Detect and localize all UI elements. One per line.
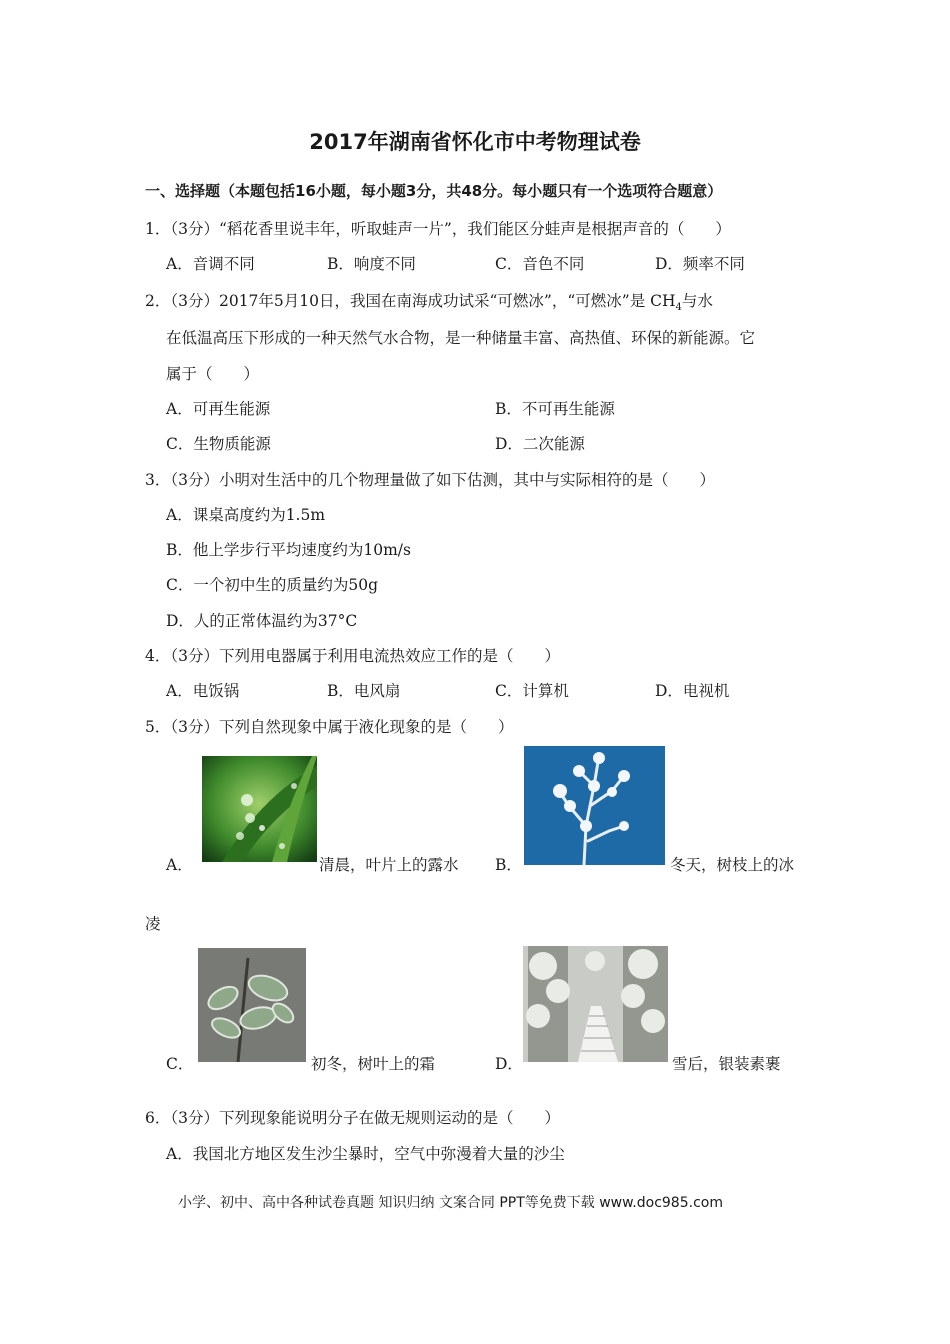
q5-option-d-caption: 雪后，银装素裹	[672, 1055, 781, 1073]
q2-stem-post: 与水	[681, 292, 713, 310]
q6-option-a: A．我国北方地区发生沙尘暴时，空气中弥漫着大量的沙尘	[166, 1145, 565, 1163]
q1-option-b: B．响度不同	[327, 255, 416, 273]
leaf-dew-image	[202, 756, 317, 862]
q2-option-a: A．可再生能源	[166, 400, 271, 418]
footer-advert: 小学、初中、高中各种试卷真题 知识归纳 文案合同 PPT等免费下载 www.doc985.com	[178, 1195, 723, 1211]
q3-option-d: D．人的正常体温约为37°C	[166, 612, 358, 630]
q5-option-a-caption: 清晨，叶片上的露水	[319, 856, 459, 874]
q5-option-b-caption-wrap: 凌	[145, 915, 161, 933]
q1-option-c: C．音色不同	[495, 255, 585, 273]
q1-option-d: D．频率不同	[655, 255, 745, 273]
q5-option-c-letter: C．	[166, 1055, 194, 1073]
question-5-stem: 5．（3分）下列自然现象中属于液化现象的是（ ）	[145, 718, 514, 736]
question-2-stem-line-3: 属于（ ）	[166, 365, 260, 383]
ice-branch-image	[524, 746, 665, 865]
section-heading: 一、选择题（本题包括16小题，每小题3分，共48分。每小题只有一个选项符合题意）	[145, 182, 723, 200]
question-2-stem-line-1	[145, 289, 713, 313]
q2-subscript: 4	[675, 302, 682, 314]
q4-option-b: B．电风扇	[327, 682, 401, 700]
q5-option-b-caption: 冬天，树枝上的冰	[670, 856, 795, 874]
q2-option-d: D．二次能源	[495, 435, 585, 453]
q4-option-a: A．电饭锅	[166, 682, 240, 700]
q4-option-d: D．电视机	[655, 682, 730, 700]
q5-option-c-caption: 初冬，树叶上的霜	[311, 1055, 436, 1073]
q4-option-c: C．计算机	[495, 682, 569, 700]
page-title: 2017年湖南省怀化市中考物理试卷	[309, 130, 641, 154]
q2-stem-pre: 2．（3分）2017年5月10日，我国在南海成功试采“可燃冰”，“可燃冰”是 CH	[145, 292, 676, 310]
q3-option-c: C．一个初中生的质量约为50g	[166, 576, 379, 594]
q5-option-b-letter: B．	[495, 856, 522, 874]
question-4-stem: 4．（3分）下列用电器属于利用电流热效应工作的是（ ）	[145, 647, 560, 665]
q3-option-b: B．他上学步行平均速度约为10m/s	[166, 541, 411, 559]
question-6-stem: 6．（3分）下列现象能说明分子在做无规则运动的是（ ）	[145, 1109, 560, 1127]
question-3-stem: 3．（3分）小明对生活中的几个物理量做了如下估测，其中与实际相符的是（ ）	[145, 471, 715, 489]
snow-forest-image	[523, 946, 668, 1062]
q3-option-a: A．课桌高度约为1.5m	[166, 506, 326, 524]
q2-option-c: C．生物质能源	[166, 435, 271, 453]
q2-option-b: B．不可再生能源	[495, 400, 615, 418]
q5-option-d-letter: D．	[495, 1055, 523, 1073]
frost-leaves-image	[198, 948, 306, 1062]
question-1-stem: 1．（3分）“稻花香里说丰年，听取蛙声一片”，我们能区分蛙声是根据声音的（ ）	[145, 220, 731, 238]
question-2-stem-line-2: 在低温高压下形成的一种天然气水合物，是一种储量丰富、高热值、环保的新能源。它	[166, 329, 756, 347]
q1-option-a: A．音调不同	[166, 255, 255, 273]
q5-option-a-letter: A．	[166, 856, 193, 874]
